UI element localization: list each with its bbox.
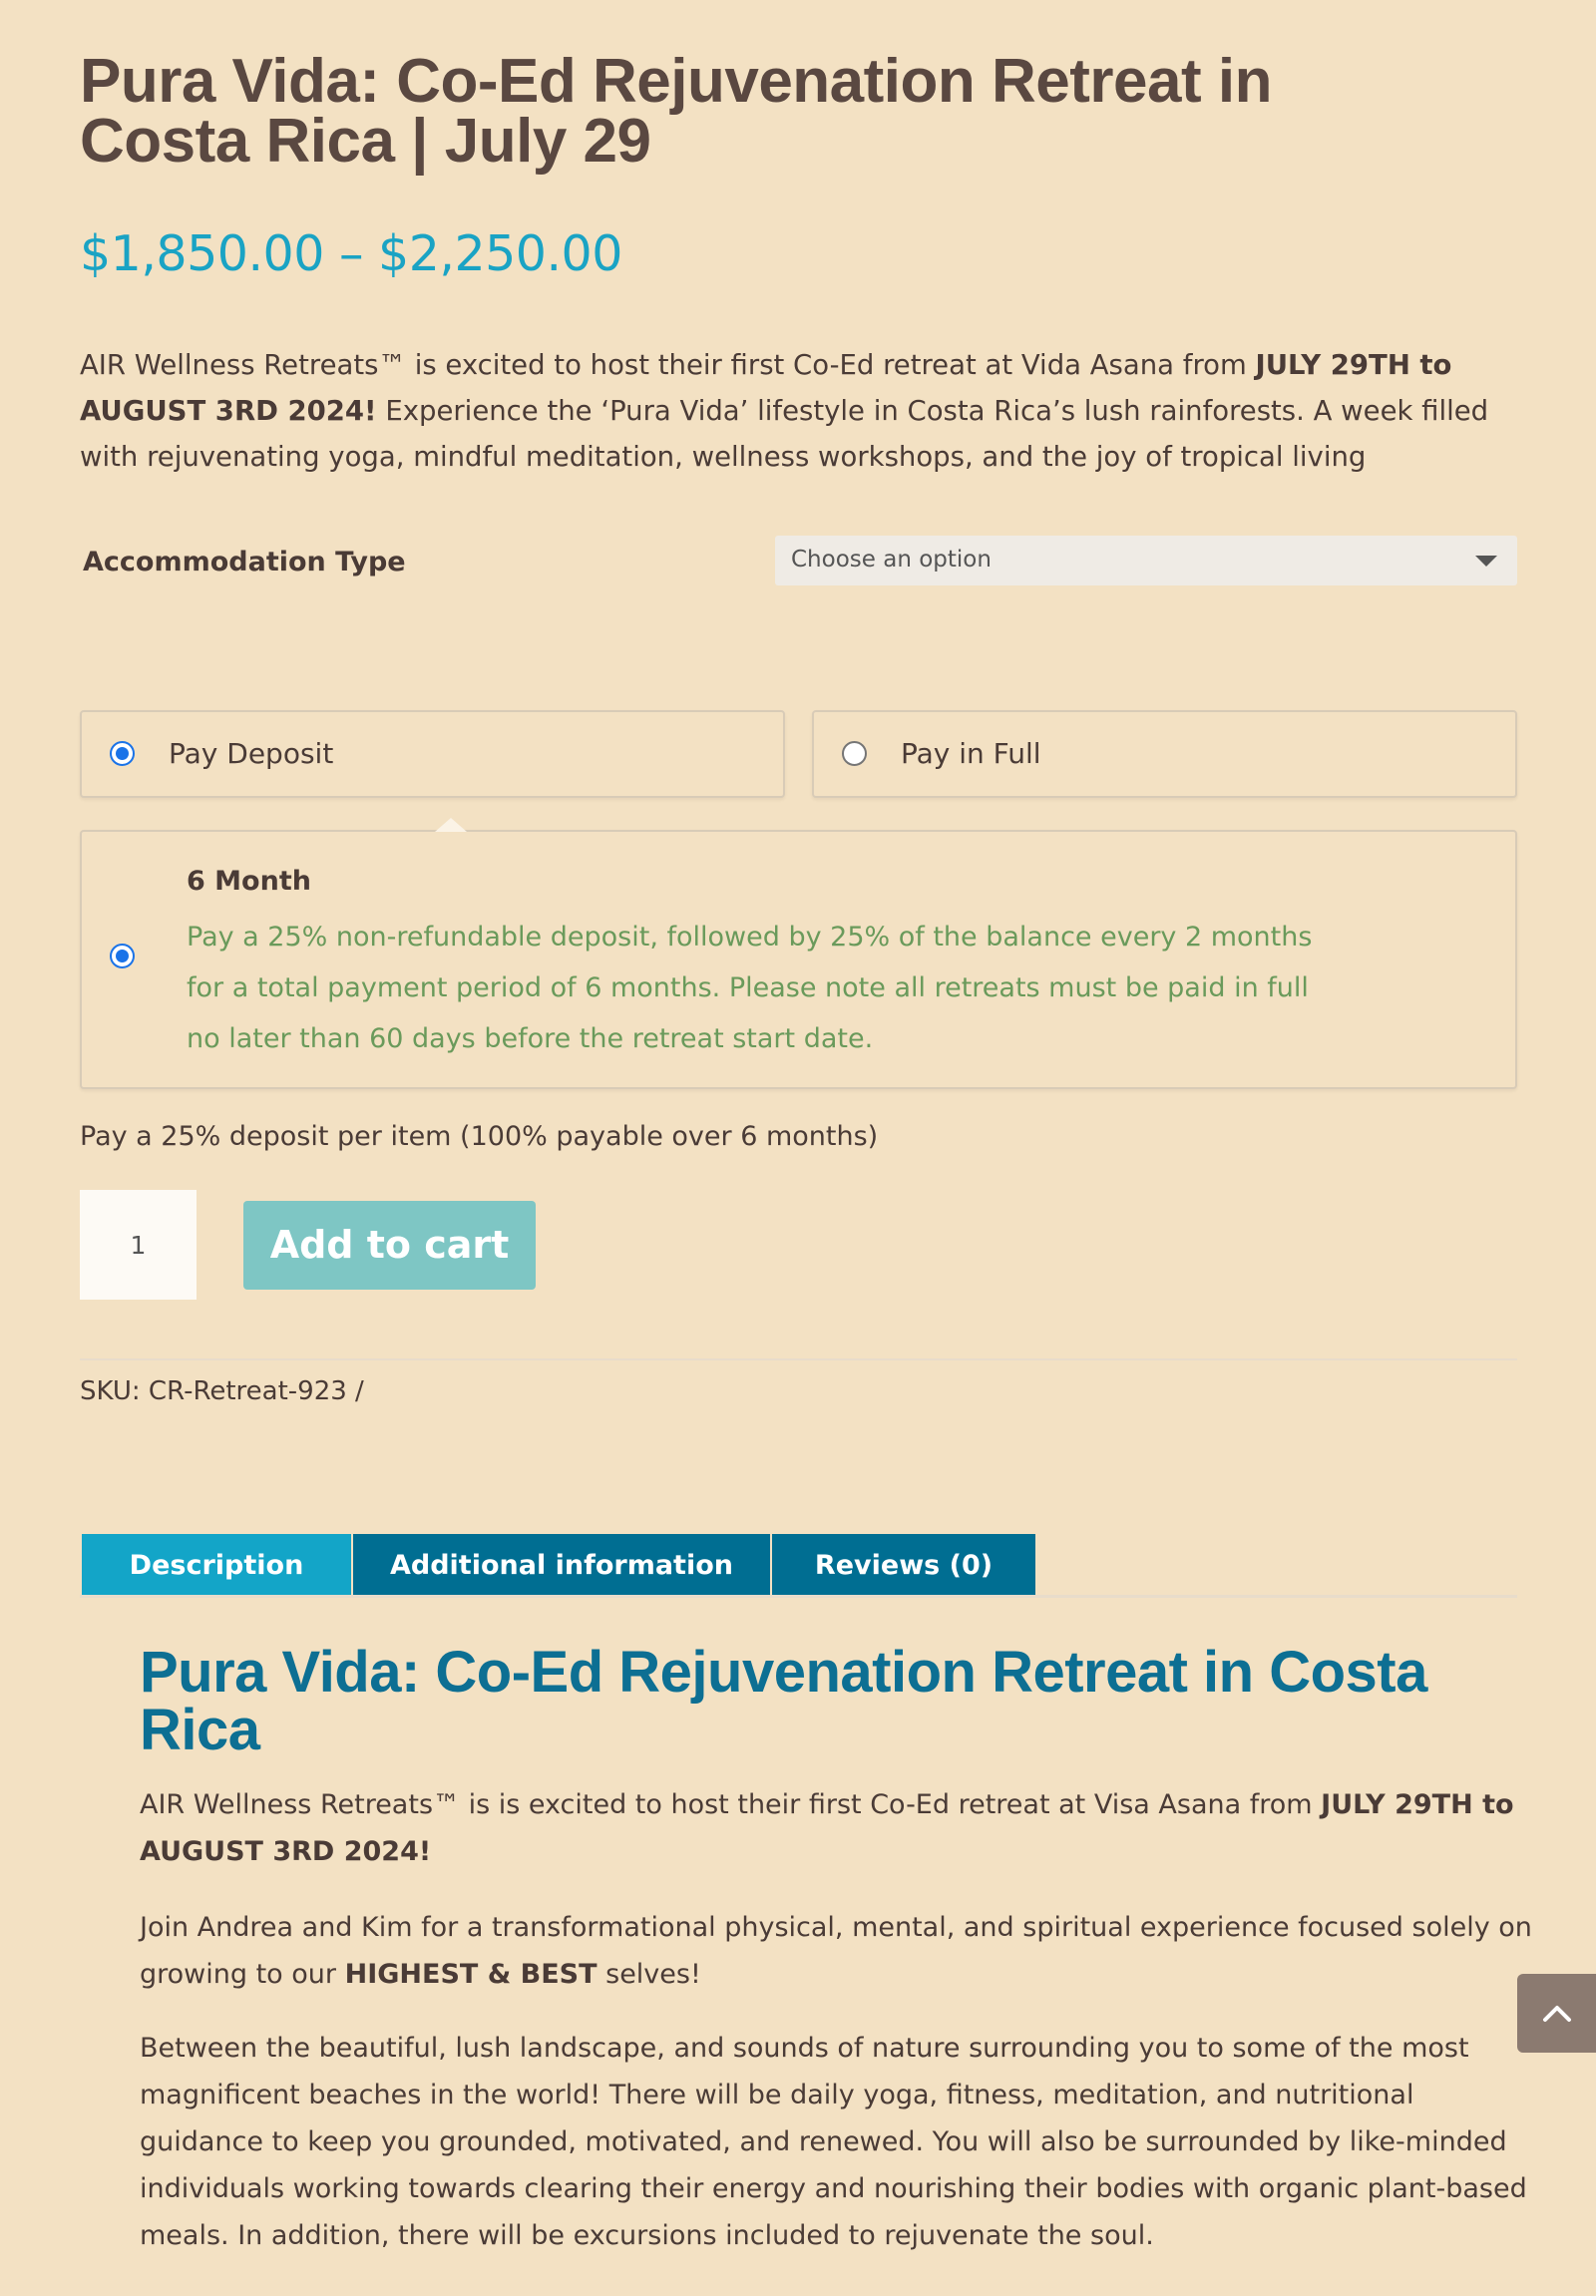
plan-title: 6 Month [187, 866, 311, 897]
pay-deposit-radio[interactable] [110, 741, 135, 766]
paragraph-text: AIR Wellness Retreats™ is is excited to host their first Co-Ed retreat at Visa Asana from [140, 1789, 1322, 1820]
description-paragraph: Between the beautiful, lush landscape, and sounds of nature surrounding you to some of the most magnificent beaches in the world! There will be daily yoga, fitness, meditation, and nutritional guidance to keep you grounded, motivated, and renewed. You will also be surrounded by like-minded individuals working towards clearing their energy and nourishing their bodies with organic plant-based meals. In addition, there will be excursions included to rejuvenate the soul. [140, 2033, 1527, 2251]
pay-deposit-option[interactable] [80, 710, 785, 798]
description-paragraph [140, 1904, 1536, 1998]
description-title: Pura Vida: Co-Ed Rejuvenation Retreat in Costa Rica [140, 1640, 1427, 1762]
accommodation-select-value: Choose an option [791, 547, 992, 573]
tabs-underline [80, 1595, 1517, 1598]
accommodation-label: Accommodation Type [83, 547, 406, 577]
plan-description: Pay a 25% non-refundable deposit, followed by 25% of the balance every 2 months for a total payment period of 6 months. Please note all retreats must be paid in full no later than 60 days before the retreat start date. [187, 922, 1313, 1054]
payment-plan-box [80, 830, 1517, 1089]
chevron-up-icon [1541, 1998, 1573, 2030]
divider [80, 1358, 1517, 1360]
price-range: $1,850.00 – $2,250.00 [80, 225, 622, 282]
paragraph-text-end: selves! [597, 1959, 701, 1990]
scroll-to-top-button[interactable] [1517, 1974, 1596, 2053]
paragraph-emphasis: HIGHEST & BEST [344, 1959, 598, 1990]
deposit-note: Pay a 25% deposit per item (100% payable over 6 months) [80, 1121, 879, 1152]
description-paragraph [140, 1781, 1536, 1875]
intro-dates: JULY 29TH to AUGUST 3RD 2024! [80, 349, 1452, 427]
sku-meta: SKU: CR-Retreat-923 / [80, 1376, 364, 1406]
intro-text: AIR Wellness Retreats™ is excited to host their first Co-Ed retreat at Vida Asana from [80, 349, 1256, 381]
pay-full-radio[interactable] [842, 741, 867, 766]
pay-deposit-label: Pay Deposit [169, 737, 334, 770]
pay-full-label: Pay in Full [901, 737, 1041, 770]
paragraph-text: Join Andrea and Kim for a transformational physical, mental, and spiritual experience focused solely on growing to our [140, 1912, 1532, 1990]
quantity-input[interactable] [80, 1190, 197, 1300]
tab-description[interactable]: Description [82, 1534, 351, 1597]
paragraph-dates: JULY 29TH to AUGUST 3RD 2024! [140, 1789, 1514, 1867]
plan-box-pointer [435, 818, 467, 832]
plan-6-month-radio[interactable] [110, 944, 135, 968]
add-to-cart-button[interactable]: Add to cart [243, 1201, 536, 1290]
product-title: Pura Vida: Co-Ed Rejuvenation Retreat in Costa Rica | July 29 [80, 47, 1272, 176]
tab-additional-information[interactable]: Additional information [353, 1534, 770, 1597]
product-intro [80, 342, 1496, 480]
pay-full-option[interactable] [812, 710, 1517, 798]
caret-down-icon [1475, 556, 1497, 567]
accommodation-select[interactable] [775, 536, 1517, 585]
tab-reviews[interactable]: Reviews (0) [772, 1534, 1035, 1597]
intro-text-rest: Experience the ‘Pura Vida’ lifestyle in Costa Rica’s lush rainforests. A week filled with rejuvenating yoga, mindful meditation, wellness workshops, and the joy of tropical living [80, 395, 1489, 473]
